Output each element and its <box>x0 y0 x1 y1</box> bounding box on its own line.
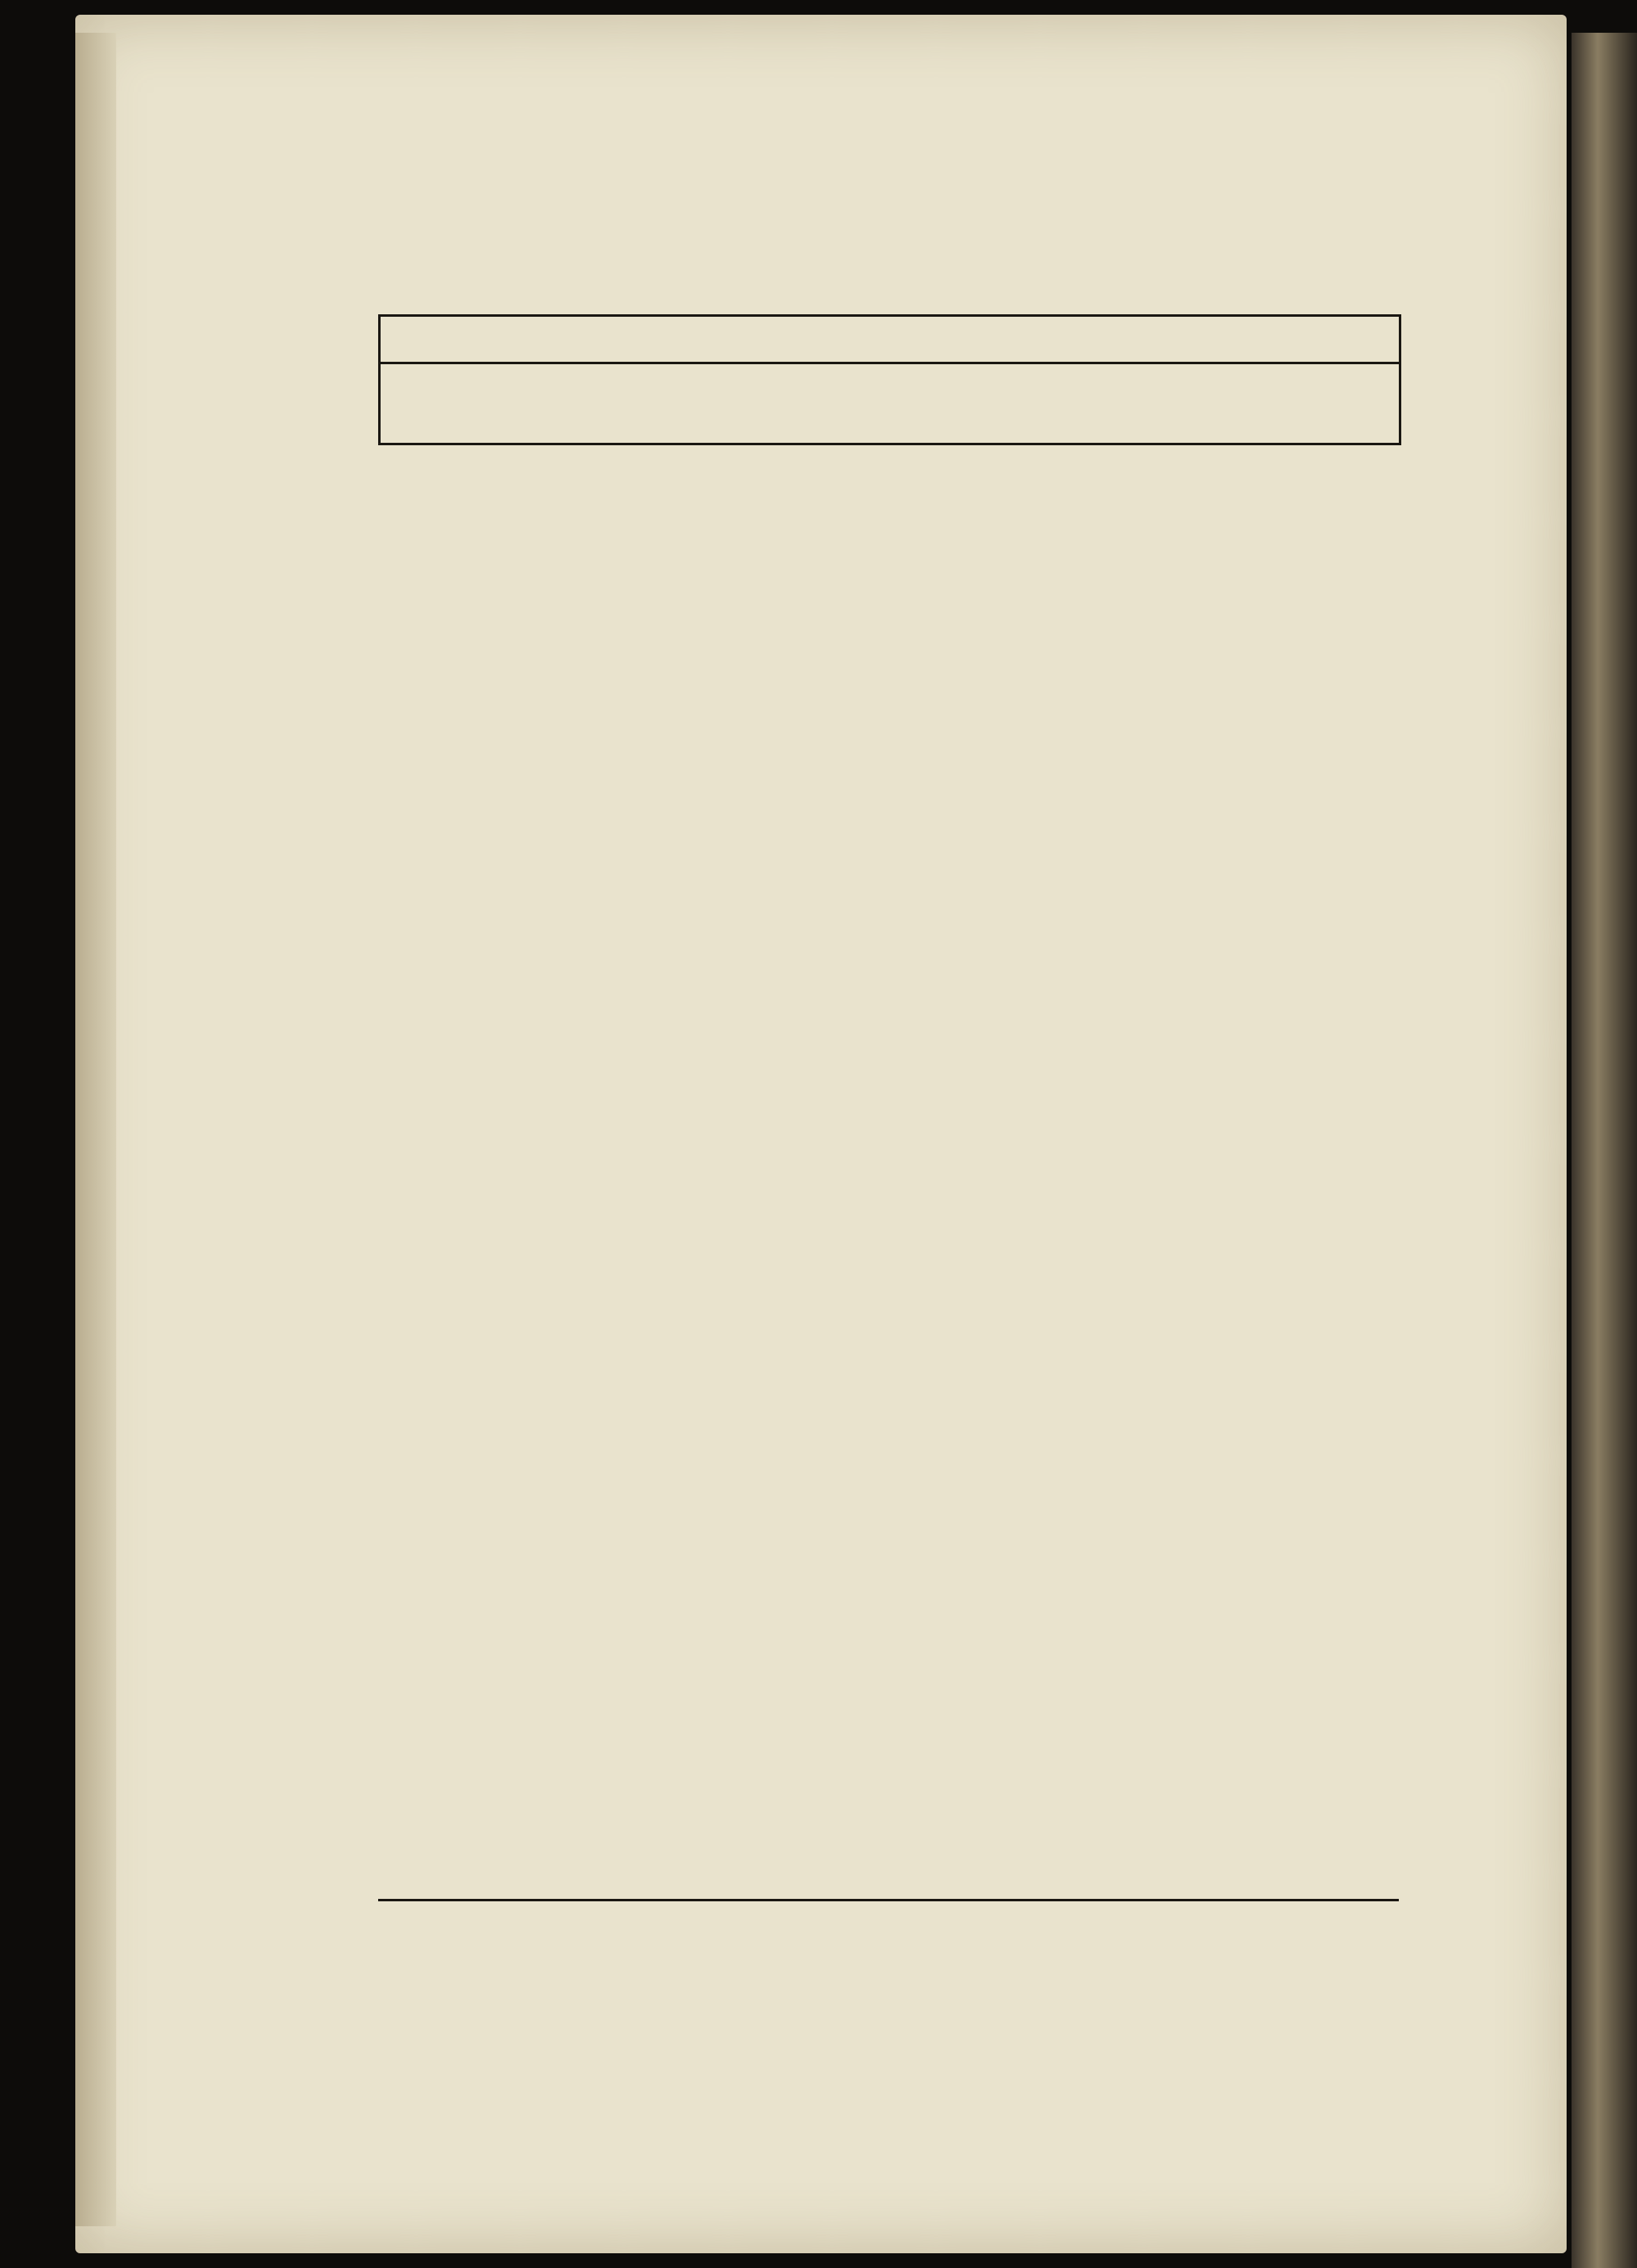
next-page-edge <box>1572 33 1637 2268</box>
table-title <box>378 314 1401 364</box>
table-header <box>378 362 1401 445</box>
page-spine <box>75 33 116 2226</box>
table-bottom-rule <box>378 1899 1399 1901</box>
